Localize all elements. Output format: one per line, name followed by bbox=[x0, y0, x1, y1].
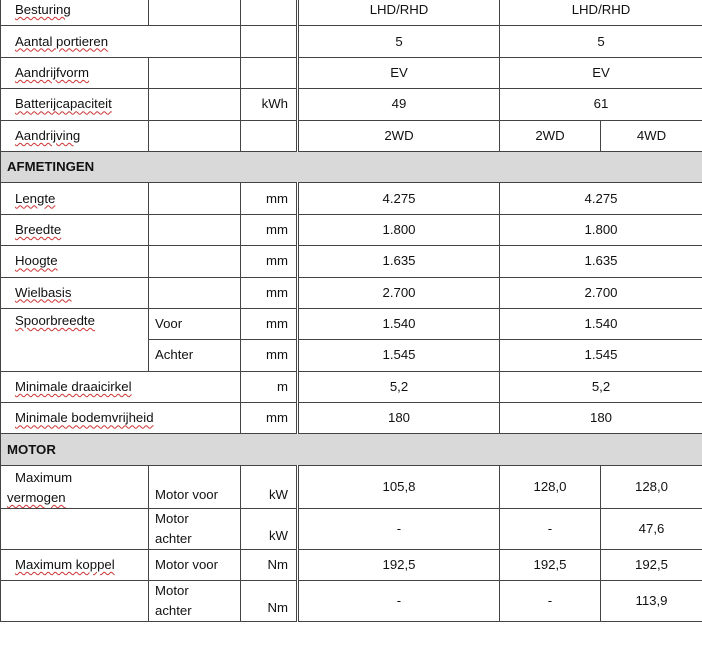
row-bodemvrijheid bbox=[1, 403, 702, 434]
unit-vermogen-voor: kW bbox=[241, 465, 298, 508]
row-lengte bbox=[1, 183, 702, 214]
value-koppel-achter-1: - bbox=[298, 581, 500, 622]
value-vermogen-achter-3: 47,6 bbox=[601, 508, 702, 549]
unit-aandrijfvorm bbox=[241, 57, 298, 88]
label-bodemvrijheid: Minimale bodemvrijheid bbox=[1, 403, 241, 434]
row-koppel-achter bbox=[1, 581, 702, 622]
unit-aandrijving bbox=[241, 120, 298, 151]
unit-bodemvrijheid: mm bbox=[241, 403, 298, 434]
value-batterij-1: 49 bbox=[298, 89, 500, 120]
row-wielbasis bbox=[1, 277, 702, 308]
sublabel-spoor-voor: Voor bbox=[149, 308, 241, 339]
value-besturing-1: LHD/RHD bbox=[298, 0, 500, 26]
unit-draaicirkel: m bbox=[241, 371, 298, 402]
value-aandrijving-2b: 4WD bbox=[601, 120, 702, 151]
value-aandrijving-1: 2WD bbox=[298, 120, 500, 151]
row-koppel-voor bbox=[1, 549, 702, 580]
section-motor bbox=[1, 434, 702, 465]
value-breedte-2: 1.800 bbox=[500, 214, 702, 245]
value-batterij-2: 61 bbox=[500, 89, 702, 120]
label-portieren: Aantal portieren bbox=[1, 26, 241, 57]
value-besturing-2: LHD/RHD bbox=[500, 0, 702, 26]
value-vermogen-achter-1: - bbox=[298, 508, 500, 549]
value-hoogte-1: 1.635 bbox=[298, 246, 500, 277]
row-draaicirkel bbox=[1, 371, 702, 402]
value-aandrijfvorm-2: EV bbox=[500, 57, 702, 88]
value-aandrijving-2a: 2WD bbox=[500, 120, 601, 151]
value-portieren-1: 5 bbox=[298, 26, 500, 57]
unit-vermogen-achter: kW bbox=[241, 508, 298, 549]
unit-koppel-voor: Nm bbox=[241, 549, 298, 580]
value-vermogen-voor-2: 128,0 bbox=[500, 465, 601, 508]
label-aandrijfvorm: Aandrijfvorm bbox=[1, 57, 149, 88]
value-vermogen-achter-2: - bbox=[500, 508, 601, 549]
value-spoor-voor-1: 1.540 bbox=[298, 308, 500, 339]
label-breedte: Breedte bbox=[1, 214, 149, 245]
unit-wielbasis: mm bbox=[241, 277, 298, 308]
unit-lengte: mm bbox=[241, 183, 298, 214]
unit-besturing bbox=[241, 0, 298, 26]
row-batterij bbox=[1, 89, 702, 120]
value-lengte-2: 4.275 bbox=[500, 183, 702, 214]
value-wielbasis-1: 2.700 bbox=[298, 277, 500, 308]
unit-koppel-achter: Nm bbox=[241, 581, 298, 622]
sublabel-vermogen-voor: Motor voor bbox=[149, 465, 241, 508]
label-besturing: Besturing bbox=[1, 0, 149, 26]
value-koppel-achter-3: 113,9 bbox=[601, 581, 702, 622]
section-afmetingen bbox=[1, 151, 702, 182]
value-koppel-voor-2: 192,5 bbox=[500, 549, 601, 580]
value-koppel-voor-1: 192,5 bbox=[298, 549, 500, 580]
value-bodemvrijheid-2: 180 bbox=[500, 403, 702, 434]
row-portieren bbox=[1, 26, 702, 57]
value-draaicirkel-2: 5,2 bbox=[500, 371, 702, 402]
sublabel-koppel-voor: Motor voor bbox=[149, 549, 241, 580]
sublabel-koppel-achter: Motor achter bbox=[149, 581, 241, 622]
value-spoor-achter-2: 1.545 bbox=[500, 340, 702, 371]
label-lengte: Lengte bbox=[1, 183, 149, 214]
row-aandrijfvorm bbox=[1, 57, 702, 88]
label-wielbasis: Wielbasis bbox=[1, 277, 149, 308]
value-koppel-achter-2: - bbox=[500, 581, 601, 622]
label-draaicirkel: Minimale draaicirkel bbox=[1, 371, 241, 402]
unit-portieren bbox=[241, 26, 298, 57]
value-portieren-2: 5 bbox=[500, 26, 702, 57]
row-hoogte bbox=[1, 246, 702, 277]
value-bodemvrijheid-1: 180 bbox=[298, 403, 500, 434]
value-draaicirkel-1: 5,2 bbox=[298, 371, 500, 402]
value-vermogen-voor-3: 128,0 bbox=[601, 465, 702, 508]
unit-batterij: kWh bbox=[241, 89, 298, 120]
value-koppel-voor-3: 192,5 bbox=[601, 549, 702, 580]
label-aandrijving: Aandrijving bbox=[1, 120, 149, 151]
label-spoorbreedte: Spoorbreedte bbox=[1, 308, 149, 371]
unit-hoogte: mm bbox=[241, 246, 298, 277]
value-aandrijfvorm-1: EV bbox=[298, 57, 500, 88]
row-breedte bbox=[1, 214, 702, 245]
value-breedte-1: 1.800 bbox=[298, 214, 500, 245]
row-vermogen-voor bbox=[1, 465, 702, 508]
unit-spoor-voor: mm bbox=[241, 308, 298, 339]
value-wielbasis-2: 2.700 bbox=[500, 277, 702, 308]
sublabel-vermogen-achter: Motor achter bbox=[149, 508, 241, 549]
value-spoor-achter-1: 1.545 bbox=[298, 340, 500, 371]
label-hoogte: Hoogte bbox=[1, 246, 149, 277]
value-vermogen-voor-1: 105,8 bbox=[298, 465, 500, 508]
section-title-afmetingen: AFMETINGEN bbox=[1, 151, 702, 182]
row-besturing bbox=[1, 0, 702, 26]
value-spoor-voor-2: 1.540 bbox=[500, 308, 702, 339]
label-vermogen: Maximum vermogen bbox=[1, 465, 149, 508]
row-aandrijving bbox=[1, 120, 702, 151]
unit-spoor-achter: mm bbox=[241, 340, 298, 371]
unit-breedte: mm bbox=[241, 214, 298, 245]
sublabel-spoor-achter: Achter bbox=[149, 340, 241, 371]
label-batterij: Batterijcapaciteit bbox=[1, 89, 149, 120]
row-vermogen-achter bbox=[1, 508, 702, 549]
value-hoogte-2: 1.635 bbox=[500, 246, 702, 277]
row-spoorbreedte-voor bbox=[1, 308, 702, 339]
label-koppel: Maximum koppel bbox=[1, 549, 149, 580]
value-lengte-1: 4.275 bbox=[298, 183, 500, 214]
section-title-motor: MOTOR bbox=[1, 434, 702, 465]
